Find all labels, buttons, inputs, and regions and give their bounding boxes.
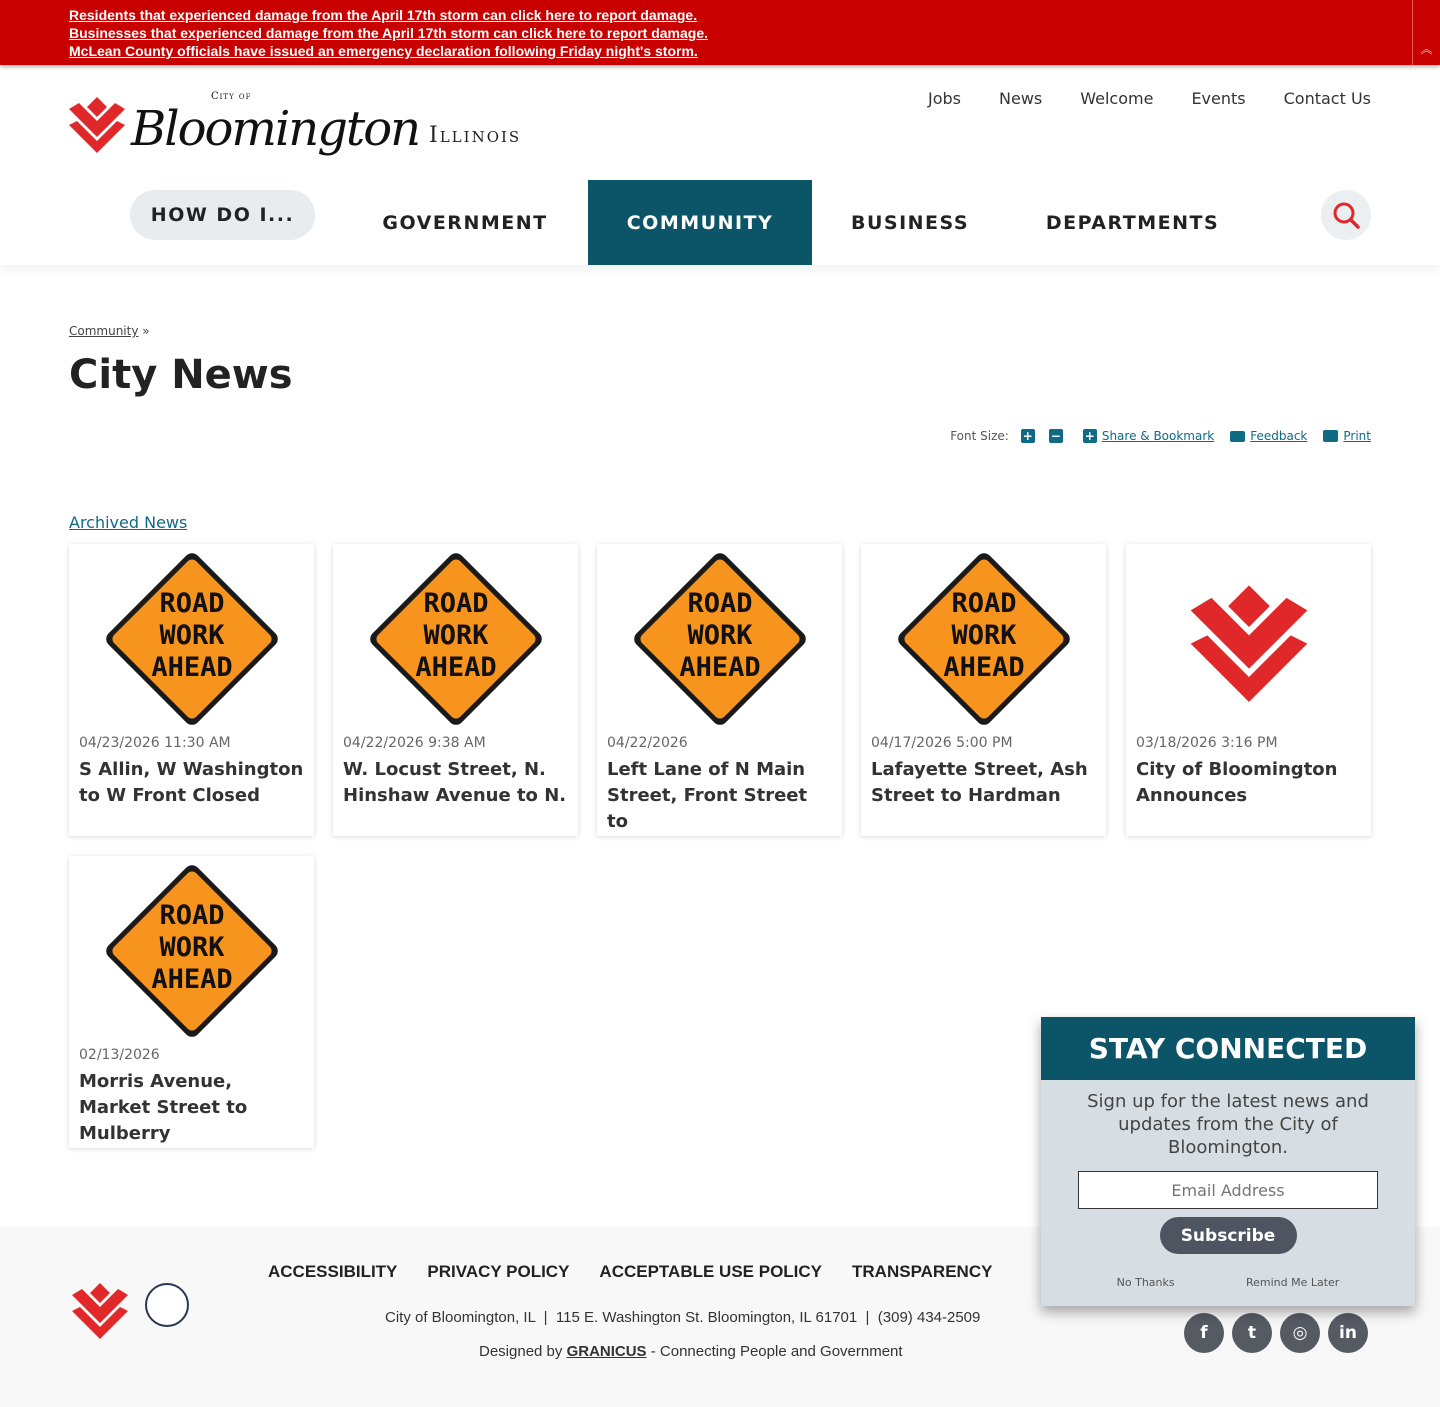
news-title[interactable]: W. Locust Street, N. Hinshaw Avenue to N. xyxy=(343,759,567,806)
award-seal-icon xyxy=(145,1283,189,1327)
search-button[interactable] xyxy=(1321,190,1371,240)
news-card[interactable] xyxy=(69,544,314,836)
news-image[interactable] xyxy=(69,544,314,734)
util-contact[interactable]: Contact Us xyxy=(1283,89,1371,108)
footer-logo[interactable] xyxy=(69,1279,131,1343)
share-plus-icon: + xyxy=(1084,429,1095,443)
main-nav xyxy=(0,180,1440,265)
font-increase-icon[interactable]: + xyxy=(1022,429,1033,443)
instagram-icon[interactable]: ◎ xyxy=(1280,1313,1320,1353)
news-image[interactable] xyxy=(597,544,842,734)
sign-text-1: ROAD xyxy=(422,588,489,619)
sign-text-1: ROAD xyxy=(158,588,225,619)
news-title[interactable]: Morris Avenue, Market Street to Mulberry xyxy=(79,1071,248,1144)
footer-privacy[interactable]: PRIVACY POLICY xyxy=(427,1262,570,1281)
breadcrumb xyxy=(69,324,150,338)
news-image[interactable] xyxy=(69,856,314,1046)
news-date: 04/23/2026 11:30 AM xyxy=(79,735,231,751)
archived-news-link[interactable]: Archived News xyxy=(69,513,188,532)
footer-nav xyxy=(268,1262,992,1282)
print-link[interactable]: Print xyxy=(1343,429,1371,443)
sign-text-3: AHEAD xyxy=(150,964,233,995)
footer-address: City of Bloomington, IL | 115 E. Washington St. Bloomington, IL 61701 | (309) 434-2509 xyxy=(385,1309,981,1326)
no-thanks-link[interactable]: No Thanks xyxy=(1116,1276,1175,1289)
sign-text-2: WORK xyxy=(422,620,489,651)
share-bookmark-link[interactable]: Share & Bookmark xyxy=(1101,429,1215,443)
nav-community[interactable]: COMMUNITY xyxy=(588,180,812,265)
chevron-logo-icon xyxy=(69,1279,131,1339)
chevron-logo-icon xyxy=(69,93,125,153)
alert-banner xyxy=(0,0,1440,65)
sign-text-2: WORK xyxy=(158,620,225,651)
alert-link-businesses[interactable]: Businesses that experienced damage from the April 17th storm can click here to report damage. xyxy=(69,25,709,41)
sign-text-3: AHEAD xyxy=(414,652,497,683)
util-welcome[interactable]: Welcome xyxy=(1080,89,1154,108)
sign-text-1: ROAD xyxy=(686,588,753,619)
news-image[interactable] xyxy=(1126,544,1371,734)
facebook-icon[interactable]: f xyxy=(1184,1313,1224,1353)
news-title[interactable]: Lafayette Street, Ash Street to Hardman xyxy=(871,759,1088,806)
nav-government[interactable]: GOVERNMENT xyxy=(382,211,548,234)
email-input[interactable] xyxy=(1078,1171,1378,1209)
city-logo[interactable] xyxy=(69,78,521,168)
road-work-sign-icon xyxy=(889,544,1079,734)
feedback-link[interactable]: Feedback xyxy=(1250,429,1308,443)
breadcrumb-separator: » xyxy=(142,324,150,338)
search-icon xyxy=(1332,201,1360,229)
print-icon xyxy=(1323,430,1338,442)
designed-by xyxy=(479,1343,903,1360)
footer-accessibility[interactable]: ACCESSIBILITY xyxy=(268,1262,398,1281)
font-size-label: Font Size: xyxy=(950,429,1009,443)
news-date: 03/18/2026 3:16 PM xyxy=(1136,735,1278,751)
sign-text-2: WORK xyxy=(158,932,225,963)
logo-name: Bloomington xyxy=(131,101,420,157)
news-image[interactable] xyxy=(333,544,578,734)
designed-by-label: Designed by xyxy=(479,1343,563,1360)
news-date: 04/22/2026 xyxy=(607,735,688,751)
popup-message: Sign up for the latest news and updates from the City of Bloomington. xyxy=(1087,1091,1369,1158)
utility-nav xyxy=(928,89,1371,108)
breadcrumb-community[interactable]: Community xyxy=(69,324,139,338)
road-work-sign-icon xyxy=(97,544,287,734)
linkedin-icon[interactable]: in xyxy=(1328,1313,1368,1353)
logo-state: Illinois xyxy=(429,122,522,148)
double-chevron-up-icon[interactable]: ︽ xyxy=(1412,0,1440,65)
util-news[interactable]: News xyxy=(999,89,1043,108)
nav-business[interactable]: BUSINESS xyxy=(850,211,970,234)
news-title[interactable]: City of Bloomington Announces xyxy=(1136,759,1338,806)
news-card[interactable] xyxy=(333,544,578,836)
news-title[interactable]: Left Lane of N Main Street, Front Street to xyxy=(607,759,808,832)
news-date: 04/22/2026 9:38 AM xyxy=(343,735,486,751)
feedback-icon xyxy=(1230,431,1245,442)
util-jobs[interactable]: Jobs xyxy=(928,89,962,108)
news-date: 02/13/2026 xyxy=(79,1047,160,1063)
city-chevron-logo-icon xyxy=(1184,577,1314,702)
util-events[interactable]: Events xyxy=(1191,89,1246,108)
subscribe-button[interactable]: Subscribe xyxy=(1160,1217,1297,1254)
alert-link-emergency[interactable]: McLean County officials have issued an emergency declaration following Friday night's storm. xyxy=(69,43,698,59)
road-work-sign-icon xyxy=(361,544,551,734)
twitter-icon[interactable]: t xyxy=(1232,1313,1272,1353)
logo-wordmark xyxy=(131,91,419,155)
nav-departments[interactable]: DEPARTMENTS xyxy=(1045,211,1220,234)
alert-link-residents[interactable]: Residents that experienced damage from the April 17th storm can click here to report damage. xyxy=(69,7,698,23)
sign-text-3: AHEAD xyxy=(150,652,233,683)
sign-text-3: AHEAD xyxy=(942,652,1025,683)
page-title: City News xyxy=(69,352,293,398)
news-card[interactable] xyxy=(1126,544,1371,836)
sign-text-1: ROAD xyxy=(950,588,1017,619)
road-work-sign-icon xyxy=(625,544,815,734)
granicus-link[interactable]: GRANICUS xyxy=(566,1343,647,1360)
font-decrease-icon[interactable]: − xyxy=(1050,429,1061,443)
news-title[interactable]: S Allin, W Washington to W Front Closed xyxy=(79,759,304,806)
how-do-i-button[interactable]: HOW DO I... xyxy=(130,190,315,240)
remind-later-link[interactable]: Remind Me Later xyxy=(1245,1276,1340,1289)
sign-text-1: ROAD xyxy=(158,900,225,931)
news-date: 04/17/2026 5:00 PM xyxy=(871,735,1013,751)
page-tools xyxy=(950,429,1371,443)
news-card[interactable] xyxy=(597,544,842,836)
road-work-sign-icon xyxy=(97,856,287,1046)
sign-text-2: WORK xyxy=(950,620,1017,651)
logo-city-of: City of xyxy=(211,91,252,102)
news-card[interactable] xyxy=(69,856,314,1148)
stay-connected-popup xyxy=(1041,1017,1415,1306)
footer-acceptable-use[interactable]: ACCEPTABLE USE POLICY xyxy=(599,1262,823,1281)
news-card[interactable] xyxy=(861,544,1106,836)
news-image[interactable] xyxy=(861,544,1106,734)
social-links xyxy=(1184,1313,1368,1353)
footer-transparency[interactable]: TRANSPARENCY xyxy=(852,1262,993,1281)
popup-title: STAY CONNECTED xyxy=(1041,1017,1415,1080)
tagline: - Connecting People and Government xyxy=(646,1343,903,1360)
sign-text-2: WORK xyxy=(686,620,753,651)
sign-text-3: AHEAD xyxy=(678,652,761,683)
